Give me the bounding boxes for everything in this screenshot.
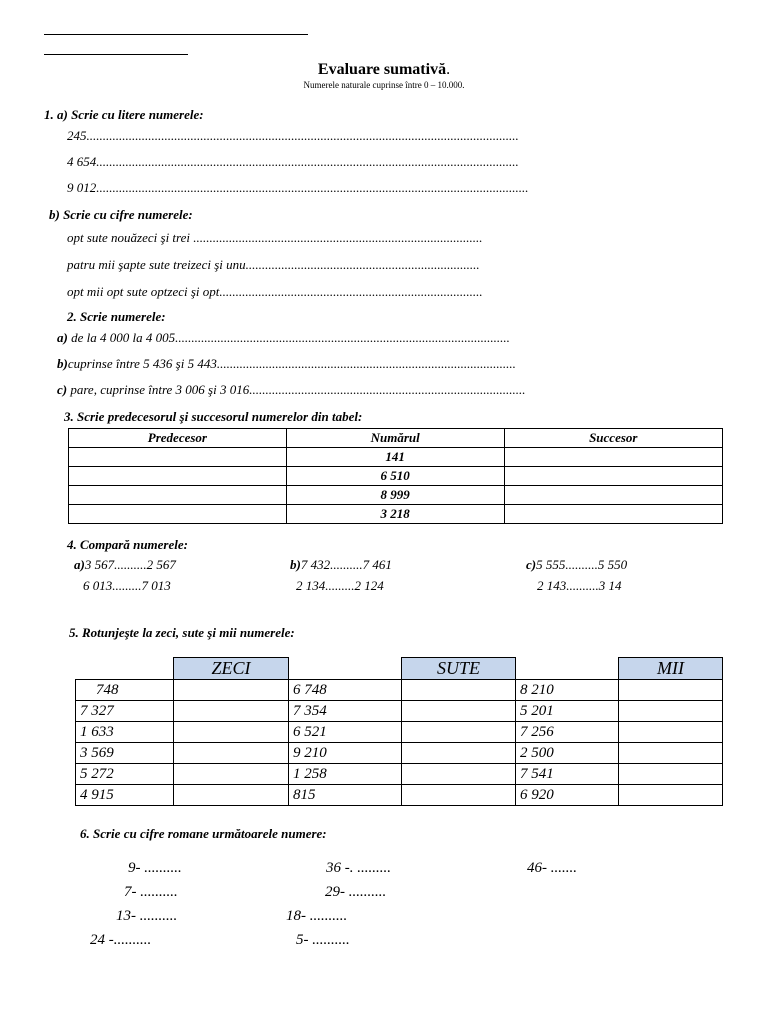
ex2-letter: b) (57, 356, 68, 371)
roman-item: 7- .......... (124, 884, 178, 900)
ex2-text: cuprinse între 5 436 şi 5 443............................................................................................ (67, 356, 516, 371)
table-row (69, 448, 723, 467)
answer-cell[interactable] (402, 722, 516, 743)
compare-item: 6 013.........7 013 (83, 578, 171, 593)
table-row (76, 680, 723, 701)
answer-cell[interactable] (619, 764, 723, 785)
table-row (69, 505, 723, 524)
answer-cell[interactable] (402, 701, 516, 722)
ex1-b-item: opt sute nouăzeci şi trei ......................................................................................... (67, 230, 483, 245)
ex1-a-item: 4 654.................................................................................................................................. (67, 154, 519, 169)
ex6-title: 6. Scrie cu cifre romane următoarele numere: (80, 826, 327, 841)
number-cell: 2 500 (516, 743, 619, 764)
number-cell: 5 201 (516, 701, 619, 722)
compare-text: 7 432..........7 461 (300, 557, 392, 572)
table-header: Numărul (286, 429, 504, 448)
ex1-b-title: b) Scrie cu cifre numerele: (49, 207, 193, 222)
number-cell: 7 541 (516, 764, 619, 785)
successor-cell[interactable] (504, 467, 722, 486)
number-cell: 6 510 (286, 467, 504, 486)
number-cell: 3 569 (76, 743, 174, 764)
number-cell: 9 210 (289, 743, 402, 764)
predecessor-successor-table (68, 428, 723, 524)
answer-cell[interactable] (619, 743, 723, 764)
roman-item: 18- .......... (286, 908, 348, 924)
compare-item: 2 143..........3 14 (537, 578, 622, 593)
number-cell: 5 272 (76, 764, 174, 785)
ex3-title: 3. Scrie predecesorul şi succesorul numerelor din tabel: (64, 409, 363, 424)
ex2-item (57, 382, 525, 398)
table-row (76, 764, 723, 785)
compare-item (74, 557, 176, 573)
header-zeci: ZECI (174, 658, 289, 680)
header-mii: MII (619, 658, 723, 680)
page-subtitle: Numerele naturale cuprinse între 0 – 10.000. (303, 80, 465, 90)
number-cell: 1 258 (289, 764, 402, 785)
ex1-b-item: opt mii opt sute optzeci şi opt................................................................................. (67, 284, 483, 299)
compare-letter: b) (290, 557, 301, 572)
compare-letter: c) (526, 557, 537, 572)
table-header: Succesor (504, 429, 722, 448)
roman-item: 9- .......... (128, 860, 182, 876)
table-row (76, 785, 723, 806)
predecessor-cell[interactable] (69, 448, 287, 467)
answer-cell[interactable] (619, 785, 723, 806)
compare-text: 3 567..........2 567 (84, 557, 176, 572)
number-cell: 3 218 (286, 505, 504, 524)
ex2-text: de la 4 000 la 4 005....................................................................................................... (67, 330, 510, 345)
ex2-letter: c) (57, 382, 68, 397)
compare-text: 5 555..........5 550 (536, 557, 628, 572)
answer-cell[interactable] (619, 680, 723, 701)
predecessor-cell[interactable] (69, 486, 287, 505)
table-row (76, 722, 723, 743)
compare-item (290, 557, 392, 573)
answer-cell[interactable] (174, 785, 289, 806)
answer-cell[interactable] (402, 764, 516, 785)
table-header-row (76, 658, 723, 680)
name-line (44, 34, 308, 35)
answer-cell[interactable] (619, 722, 723, 743)
number-cell: 6 920 (516, 785, 619, 806)
number-cell: 6 748 (289, 680, 402, 701)
class-line (44, 54, 188, 55)
ex2-item (57, 356, 516, 372)
roman-item: 46- ....... (527, 860, 577, 876)
number-cell: 4 915 (76, 785, 174, 806)
ex2-item (57, 330, 510, 346)
table-row (69, 486, 723, 505)
answer-cell[interactable] (174, 764, 289, 785)
number-cell: 8 210 (516, 680, 619, 701)
number-cell (76, 680, 174, 701)
ex1-a-item: 9 012..................................................................................................................................... (67, 180, 529, 195)
ex2-title: 2. Scrie numerele: (67, 309, 166, 324)
roman-item: 13- .......... (116, 908, 178, 924)
successor-cell[interactable] (504, 505, 722, 524)
ex2-text: pare, cuprinse între 3 006 şi 3 016..................................................................................... (67, 382, 526, 397)
compare-item (526, 557, 627, 573)
predecessor-cell[interactable] (69, 505, 287, 524)
number-cell: 7 354 (289, 701, 402, 722)
roman-item: 24 -.......... (90, 932, 152, 948)
table-header-row (69, 429, 723, 448)
ex1-a-item: 245..................................................................................................................................... (67, 128, 519, 143)
answer-cell[interactable] (174, 701, 289, 722)
number-cell: 141 (286, 448, 504, 467)
number-cell: 7 327 (76, 701, 174, 722)
title-text: Evaluare sumativă (317, 61, 447, 78)
ex5-title: 5. Rotunjeşte la zeci, sute şi mii numerele: (69, 625, 295, 640)
ex1-b-item: patru mii şapte sute treizeci şi unu........................................................................ (67, 257, 480, 272)
title-dot: . (446, 61, 451, 78)
answer-cell[interactable] (174, 680, 289, 701)
ex1-a-title: 1. a) Scrie cu litere numerele: (44, 107, 204, 122)
successor-cell[interactable] (504, 486, 722, 505)
table-header: Predecesor (69, 429, 287, 448)
table-row (76, 701, 723, 722)
ex2-letter: a) (57, 330, 68, 345)
table-row (76, 743, 723, 764)
ex4-title: 4. Compară numerele: (67, 537, 188, 552)
number-cell: 8 999 (286, 486, 504, 505)
answer-cell[interactable] (402, 743, 516, 764)
answer-cell[interactable] (174, 722, 289, 743)
number-value: 748 (96, 681, 119, 698)
rounding-table (75, 657, 723, 806)
roman-item: 36 -. ......... (326, 860, 391, 876)
roman-item: 29- .......... (325, 884, 387, 900)
number-cell: 7 256 (516, 722, 619, 743)
answer-cell[interactable] (174, 743, 289, 764)
page-title (0, 61, 768, 79)
predecessor-cell[interactable] (69, 467, 287, 486)
compare-letter: a) (74, 557, 85, 572)
number-cell: 815 (289, 785, 402, 806)
table-row (69, 467, 723, 486)
answer-cell[interactable] (402, 680, 516, 701)
answer-cell[interactable] (402, 785, 516, 806)
answer-cell[interactable] (619, 701, 723, 722)
successor-cell[interactable] (504, 448, 722, 467)
header-sute: SUTE (402, 658, 516, 680)
roman-item: 5- .......... (296, 932, 350, 948)
number-cell: 6 521 (289, 722, 402, 743)
number-cell: 1 633 (76, 722, 174, 743)
compare-item: 2 134.........2 124 (296, 578, 384, 593)
